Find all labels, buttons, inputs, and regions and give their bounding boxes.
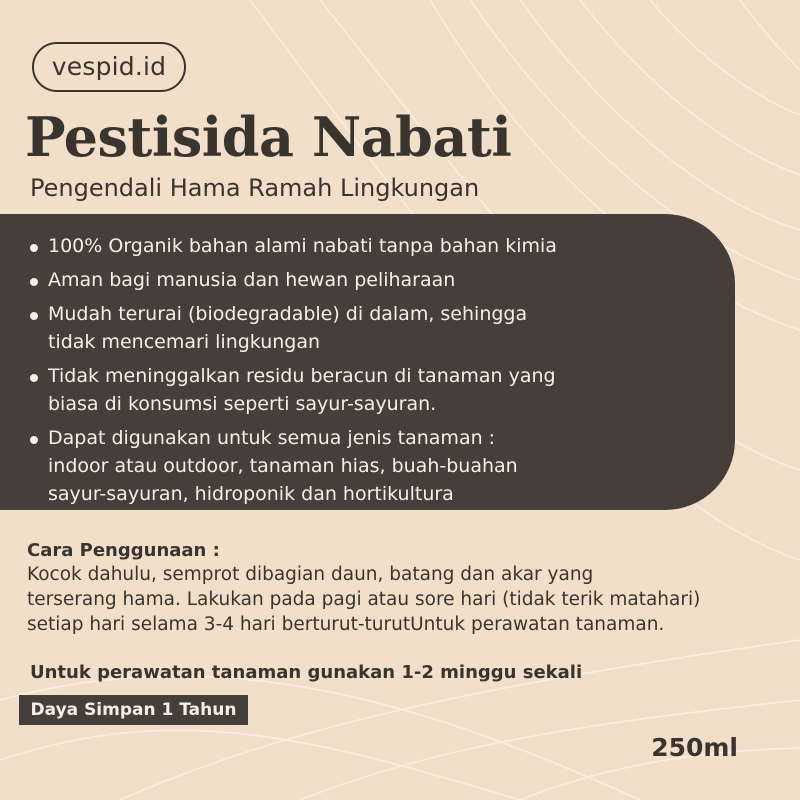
brand-badge: vespid.id <box>32 42 186 92</box>
feature-item <box>0 362 557 418</box>
bullet-icon <box>30 312 38 320</box>
feature-line: sayur-sayuran, hidroponik dan hortikultura <box>48 483 454 505</box>
page-title: Pestisida Nabati <box>25 105 512 169</box>
feature-line: Aman bagi manusia dan hewan peliharaan <box>48 269 456 291</box>
feature-item <box>0 300 557 356</box>
bullet-icon <box>30 374 38 382</box>
feature-line: Tidak meninggalkan residu beracun di tanaman yang <box>48 365 556 387</box>
features-panel <box>0 214 735 510</box>
shelf-life-badge: Daya Simpan 1 Tahun <box>19 695 248 725</box>
feature-item <box>0 232 557 260</box>
feature-item <box>0 424 557 508</box>
maintenance-note: Untuk perawatan tanaman gunakan 1-2 minggu sekali <box>30 662 583 683</box>
bullet-icon <box>30 244 38 252</box>
subtitle: Pengendali Hama Ramah Lingkungan <box>30 174 480 202</box>
usage-line: terserang hama. Lakukan pada pagi atau sore hari (tidak terik matahari) <box>27 589 701 610</box>
usage-instructions <box>27 562 767 637</box>
feature-line: Dapat digunakan untuk semua jenis tanaman : <box>48 427 496 449</box>
feature-list <box>0 232 557 514</box>
feature-item <box>0 266 557 294</box>
bullet-icon <box>30 278 38 286</box>
usage-heading: Cara Penggunaan : <box>27 540 220 561</box>
usage-line: Kocok dahulu, semprot dibagian daun, batang dan akar yang <box>27 564 594 585</box>
feature-line: Mudah terurai (biodegradable) di dalam, sehingga <box>48 303 528 325</box>
feature-line: 100% Organik bahan alami nabati tanpa bahan kimia <box>48 235 557 257</box>
feature-line: tidak mencemari lingkungan <box>48 331 321 353</box>
feature-line: biasa di konsumsi seperti sayur-sayuran. <box>48 393 437 415</box>
bullet-icon <box>30 436 38 444</box>
usage-line: setiap hari selama 3-4 hari berturut-turutUntuk perawatan tanaman. <box>27 614 665 635</box>
product-volume: 250ml <box>651 733 738 762</box>
feature-line: indoor atau outdoor, tanaman hias, buah-buahan <box>48 455 518 477</box>
